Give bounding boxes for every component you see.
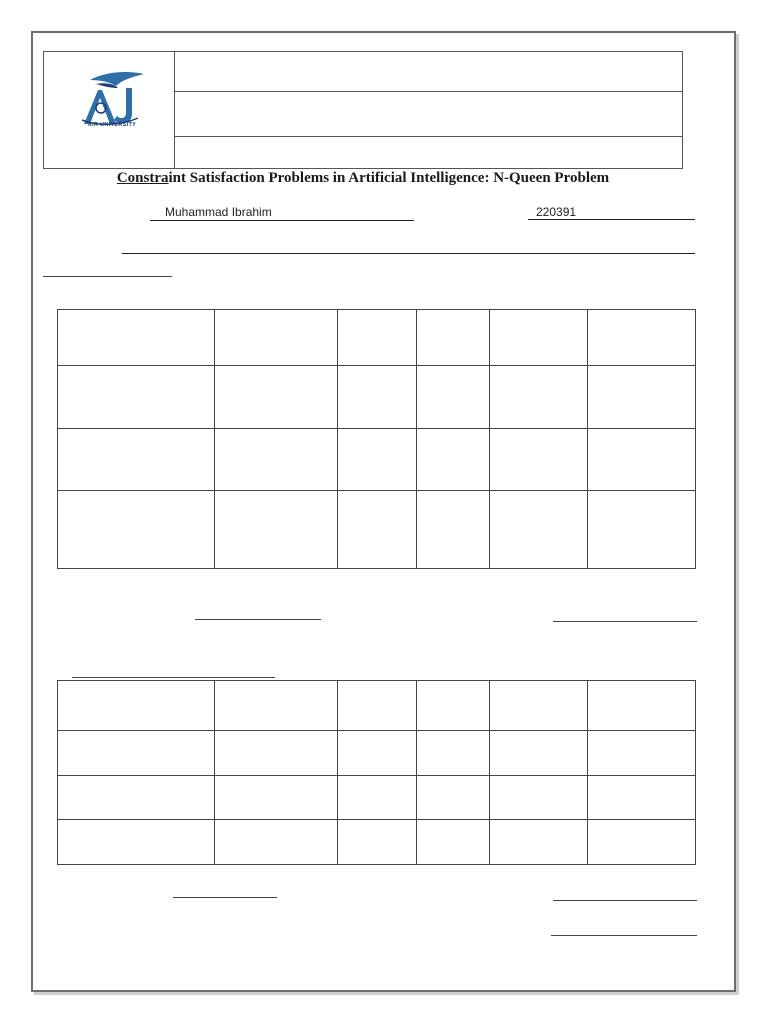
air-university-logo [76, 68, 148, 134]
table-cell [338, 731, 417, 776]
table-cell [588, 429, 696, 491]
table-cell [215, 776, 338, 820]
section-heading-underline [72, 677, 275, 678]
table-cell [588, 310, 696, 366]
table-cell [338, 366, 417, 429]
signature-line-right-3 [551, 935, 697, 936]
title-underlined-part: Constra [116, 170, 169, 186]
table-cell [490, 731, 588, 776]
table-cell [338, 310, 417, 366]
table-row [58, 681, 696, 731]
table-cell [417, 776, 490, 820]
table-cell [338, 429, 417, 491]
table-cell [490, 310, 588, 366]
signature-line-left-2 [173, 897, 277, 898]
table-cell [490, 429, 588, 491]
table-row [58, 776, 696, 820]
table-cell [417, 820, 490, 865]
table-cell [58, 429, 215, 491]
table-cell [58, 366, 215, 429]
table-cell [490, 491, 588, 569]
table-cell [58, 731, 215, 776]
table-cell [58, 820, 215, 865]
table-2 [57, 680, 696, 865]
table-cell [417, 366, 490, 429]
table-cell [417, 731, 490, 776]
name-underline [150, 220, 414, 221]
table-row [58, 731, 696, 776]
table-cell [338, 776, 417, 820]
document-title [43, 170, 683, 187]
student-name: Muhammad Ibrahim [165, 205, 272, 219]
header-row-divider-1 [175, 91, 683, 92]
table-cell [215, 491, 338, 569]
table-cell [215, 681, 338, 731]
table-cell [588, 776, 696, 820]
short-underline [43, 276, 172, 277]
table-cell [417, 310, 490, 366]
table-cell [588, 366, 696, 429]
table-cell [215, 731, 338, 776]
table-cell [215, 310, 338, 366]
table-cell [338, 820, 417, 865]
table-cell [490, 776, 588, 820]
table-cell [490, 366, 588, 429]
table-cell [215, 366, 338, 429]
table-cell [58, 491, 215, 569]
signature-line-left-1 [195, 619, 321, 620]
table-cell [58, 310, 215, 366]
table-cell [58, 681, 215, 731]
table-cell [490, 820, 588, 865]
table-row [58, 491, 696, 569]
table-cell [588, 681, 696, 731]
table-cell [215, 429, 338, 491]
table-row [58, 820, 696, 865]
id-underline [528, 219, 695, 220]
table-cell [588, 491, 696, 569]
student-id: 220391 [536, 205, 577, 219]
table-row [58, 310, 696, 366]
table-cell [417, 681, 490, 731]
table-row [58, 366, 696, 429]
table-cell [215, 820, 338, 865]
table-row [58, 429, 696, 491]
table-cell [588, 731, 696, 776]
table-cell [417, 429, 490, 491]
table-1 [57, 309, 696, 569]
table-cell [338, 681, 417, 731]
table-cell [338, 491, 417, 569]
table-cell [417, 491, 490, 569]
table-cell [58, 776, 215, 820]
long-underline [122, 253, 695, 254]
table-cell [490, 681, 588, 731]
table-cell [588, 820, 696, 865]
signature-line-right-1 [553, 621, 697, 622]
header-row-divider-2 [175, 136, 683, 137]
title-rest: int Satisfaction Problems in Artificial Intelligence: N-Queen Problem [168, 170, 610, 186]
signature-line-right-2 [553, 900, 697, 901]
logo-text: AIR UNIVERSITY [87, 122, 137, 128]
